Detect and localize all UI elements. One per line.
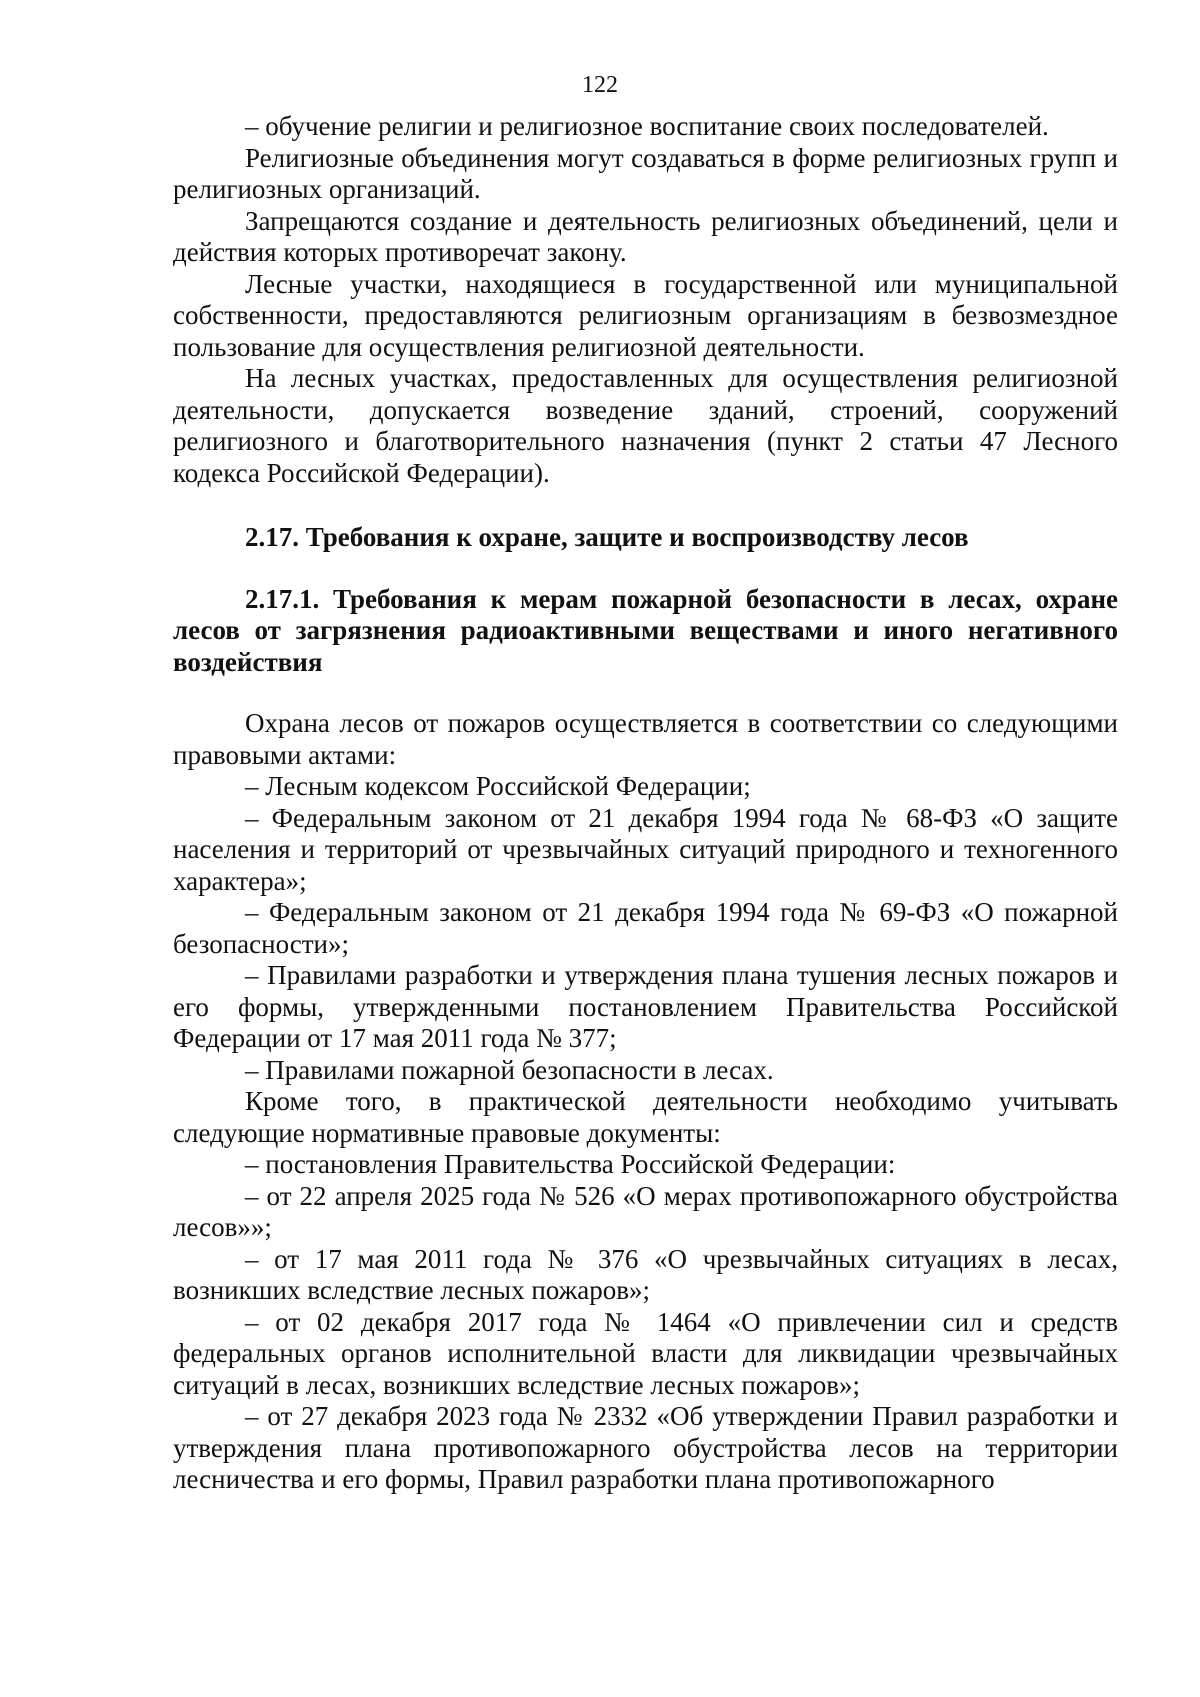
paragraph: Кроме того, в практической деятельности необходимо учитывать следующие нормативные правовые документы:	[173, 1086, 1118, 1148]
list-item: – Федеральным законом от 21 декабря 1994 года № 69-ФЗ «О пожарной безопасности»;	[173, 897, 1118, 959]
section-heading: 2.17. Требования к охране, защите и воспроизводству лесов	[245, 522, 969, 552]
list-item: – Федеральным законом от 21 декабря 1994 года № 68-ФЗ «О защите населения и территорий от чрезвычайных ситуаций природного и техногенного характера»;	[173, 802, 1118, 896]
list-item: – от 22 апреля 2025 года № 526 «О мерах противопожарного обустройства лесов»»;	[173, 1180, 1118, 1242]
list-item: – от 27 декабря 2023 года № 2332 «Об утверждении Правил разработки и утверждения плана противопожарного обустройства лесов на территории лесничества и его формы, Правил разработки плана противопожарного	[173, 1401, 1118, 1494]
paragraph: Религиозные объединения могут создаваться в форме религиозных групп и религиозных организаций.	[173, 142, 1118, 204]
list-item: – Правилами пожарной безопасности в лесах.	[245, 1054, 774, 1085]
list-item: – от 02 декабря 2017 года № 1464 «О привлечении сил и средств федеральных органов исполнительной власти для ликвидации чрезвычайных ситуаций в лесах, возникших вследствие лесных пожаров»;	[173, 1306, 1118, 1400]
list-item: – от 17 мая 2011 года № 376 «О чрезвычайных ситуациях в лесах, возникших вследствие лесных пожаров»;	[173, 1243, 1118, 1305]
paragraph: Охрана лесов от пожаров осуществляется в соответствии со следующими правовыми актами:	[173, 708, 1118, 770]
subsection-heading: 2.17.1. Требования к мерам пожарной безопасности в лесах, охране лесов от загрязнения радиоактивными веществами и иного негативного воздействия	[173, 583, 1118, 677]
page-content	[173, 111, 1118, 1496]
paragraph: Лесные участки, находящиеся в государственной или муниципальной собственности, предоставляются религиозным организациям в безвозмездное пользование для осуществления религиозной деятельности.	[173, 268, 1118, 362]
paragraph: На лесных участках, предоставленных для осуществления религиозной деятельности, допускается возведение зданий, строений, сооружений религиозного и благотворительного назначения (пункт 2 статьи 47 Лесного кодекса Российской Федерации).	[173, 363, 1118, 488]
list-item: – постановления Правительства Российской Федерации:	[245, 1149, 896, 1179]
list-item: – Лесным кодексом Российской Федерации;	[245, 771, 751, 801]
paragraph: – обучение религии и религиозное воспитание своих последователей.	[245, 111, 1049, 141]
paragraph: Запрещаются создание и деятельность религиозных объединений, цели и действия которых противоречат закону.	[173, 205, 1118, 267]
page-number: 122	[582, 72, 618, 98]
list-item: – Правилами разработки и утверждения плана тушения лесных пожаров и его формы, утвержденными постановлением Правительства Российской Федерации от 17 мая 2011 года № 377;	[173, 960, 1118, 1053]
